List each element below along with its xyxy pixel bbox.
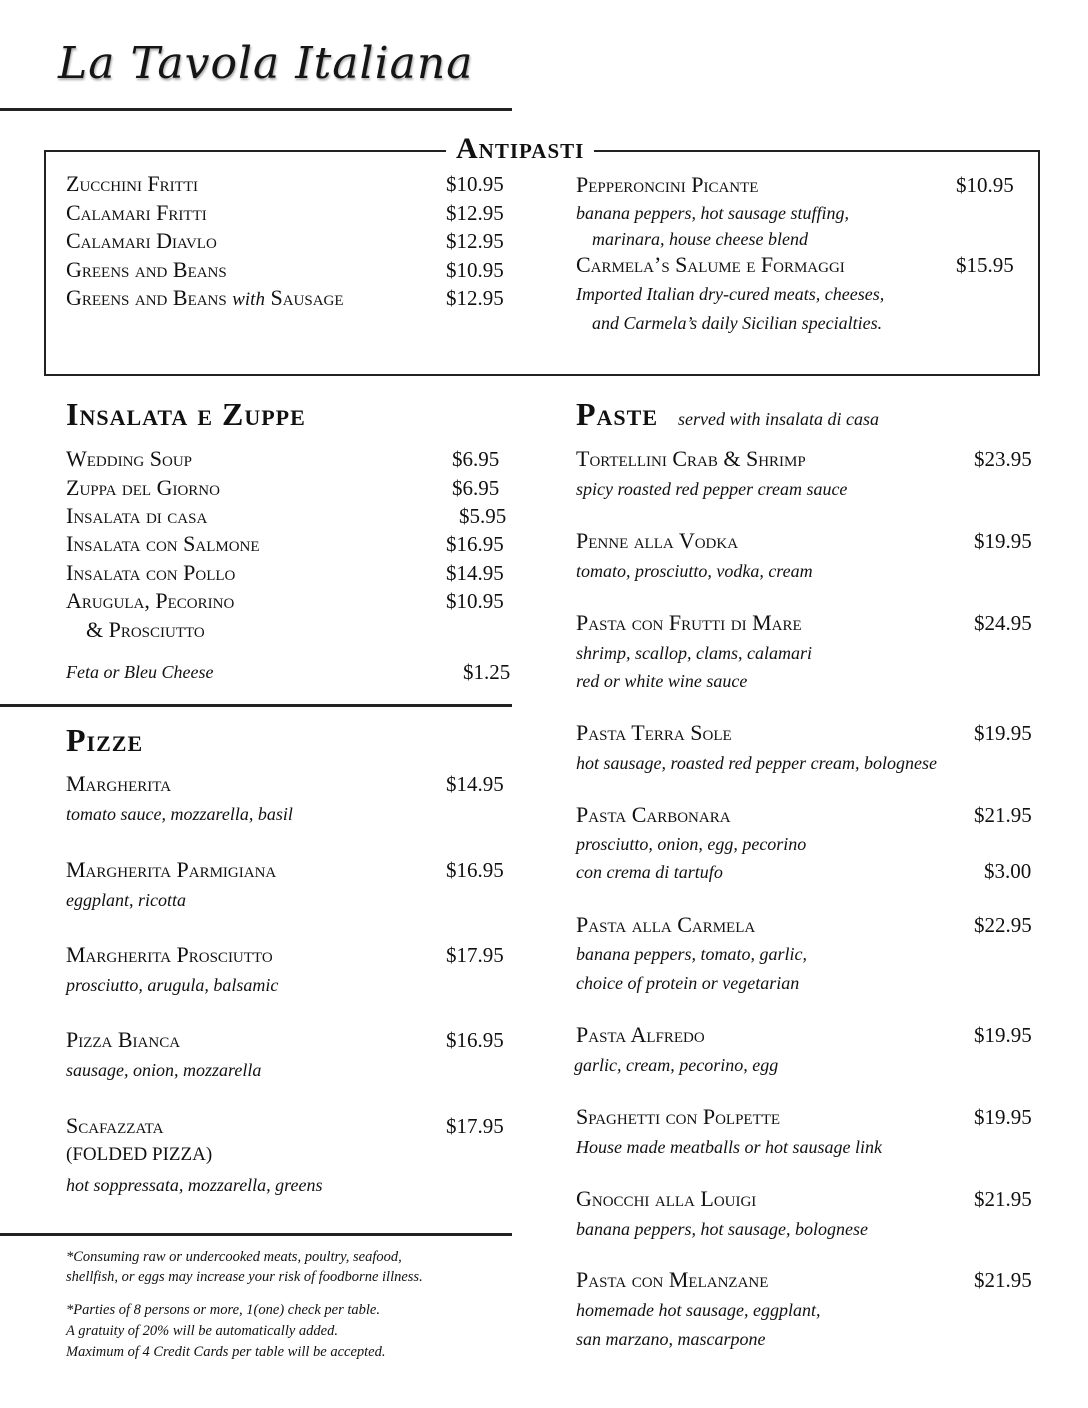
menu-item-description: garlic, cream, pecorino, egg bbox=[574, 1055, 779, 1075]
menu-item-price: $6.95 bbox=[452, 476, 500, 500]
menu-item-description: prosciutto, arugula, balsamic bbox=[66, 975, 279, 995]
menu-item-price: $10.95 bbox=[446, 258, 504, 282]
menu-item-name: Tortellini Crab & Shrimp bbox=[576, 446, 806, 471]
menu-item-description: choice of protein or vegetarian bbox=[576, 973, 800, 993]
menu-item-description: san marzano, mascarpone bbox=[576, 1329, 766, 1349]
menu-item-description: banana peppers, hot sausage, bolognese bbox=[576, 1219, 868, 1239]
menu-item-description: homemade hot sausage, eggplant, bbox=[576, 1300, 821, 1320]
menu-item-name: Scafazzata bbox=[66, 1113, 164, 1138]
menu-item-price: $19.95 bbox=[974, 721, 1032, 745]
menu-item-name: Insalata con Pollo bbox=[66, 560, 236, 585]
menu-item-price: $16.95 bbox=[446, 1028, 504, 1052]
section-title-paste bbox=[576, 396, 879, 433]
menu-item-name: Carmela’s Salume e Formaggi bbox=[576, 252, 845, 277]
menu-item-name-continued: (FOLDED PIZZA) bbox=[66, 1144, 213, 1165]
menu-item-price: $19.95 bbox=[974, 529, 1032, 553]
menu-item-description: banana peppers, tomato, garlic, bbox=[576, 944, 807, 964]
menu-item-name: Gnocchi alla Louigi bbox=[576, 1186, 757, 1211]
menu-item-description: shrimp, scallop, clams, calamari bbox=[576, 643, 812, 663]
menu-item-price: $10.95 bbox=[956, 173, 1014, 197]
section-title-pizze: Pizze bbox=[66, 722, 144, 758]
menu-item-name: Calamari Diavlo bbox=[66, 228, 217, 253]
section-title-text: Paste bbox=[576, 396, 659, 432]
menu-item-description: sausage, onion, mozzarella bbox=[66, 1060, 262, 1080]
menu-item-description: tomato sauce, mozzarella, basil bbox=[66, 804, 293, 824]
menu-item-description: House made meatballs or hot sausage link bbox=[576, 1137, 882, 1157]
menu-item-name: Insalata di casa bbox=[66, 503, 208, 528]
menu-item-addon: con crema di tartufo bbox=[576, 862, 723, 882]
menu-item-description: banana peppers, hot sausage stuffing, bbox=[576, 203, 849, 223]
menu-item-price: $19.95 bbox=[974, 1105, 1032, 1129]
menu-item-name: Calamari Fritti bbox=[66, 200, 207, 225]
menu-item-name: Zucchini Fritti bbox=[66, 171, 198, 196]
menu-item-name: Pasta Carbonara bbox=[576, 802, 731, 827]
note-line: *Consuming raw or undercooked meats, poultry, seafood, bbox=[66, 1249, 402, 1265]
note-line: shellfish, or eggs may increase your risk of foodborne illness. bbox=[66, 1269, 423, 1285]
menu-item-price: $21.95 bbox=[974, 1187, 1032, 1211]
menu-item-name-part: Sausage bbox=[270, 285, 344, 310]
section-subtitle: served with insalata di casa bbox=[678, 409, 880, 429]
menu-item-description: red or white wine sauce bbox=[576, 671, 748, 691]
menu-item-name: Greens and Beans bbox=[66, 257, 227, 282]
menu-item-description: hot soppressata, mozzarella, greens bbox=[66, 1175, 323, 1195]
menu-item-name-connector: with bbox=[232, 289, 265, 310]
footer-divider bbox=[0, 1233, 512, 1236]
menu-item-price: $12.95 bbox=[446, 229, 504, 253]
note-line: Maximum of 4 Credit Cards per table will be accepted. bbox=[66, 1344, 386, 1360]
menu-item-description: marinara, house cheese blend bbox=[592, 229, 808, 249]
menu-item-name: Pasta con Melanzane bbox=[576, 1267, 769, 1292]
menu-item-description: and Carmela’s daily Sicilian specialties. bbox=[592, 313, 883, 333]
note-line: *Parties of 8 persons or more, 1(one) check per table. bbox=[66, 1302, 380, 1318]
menu-item-name: Margherita Parmigiana bbox=[66, 857, 277, 882]
menu-item-description: spicy roasted red pepper cream sauce bbox=[576, 479, 848, 499]
restaurant-logo: La Tavola Italiana bbox=[58, 38, 474, 89]
menu-item-name-continued: & Prosciutto bbox=[86, 617, 205, 642]
header-divider bbox=[0, 108, 512, 111]
menu-item-addon-price: $3.00 bbox=[984, 859, 1032, 883]
menu-item-price: $6.95 bbox=[452, 447, 500, 471]
menu-item-price: $24.95 bbox=[974, 611, 1032, 635]
menu-item-price: $23.95 bbox=[974, 447, 1032, 471]
menu-item-price: $17.95 bbox=[446, 943, 504, 967]
menu-item-price: $21.95 bbox=[974, 1268, 1032, 1292]
menu-item-name: Margherita bbox=[66, 771, 172, 796]
menu-item-price: $12.95 bbox=[446, 286, 504, 310]
menu-item-price: $15.95 bbox=[956, 253, 1014, 277]
menu-item-price: $17.95 bbox=[446, 1114, 504, 1138]
menu-item-price: $19.95 bbox=[974, 1023, 1032, 1047]
menu-item-name bbox=[66, 284, 344, 314]
menu-item-name: Pepperoncini Picante bbox=[576, 172, 759, 197]
menu-item-name: Margherita Prosciutto bbox=[66, 942, 273, 967]
menu-item-name: Pizza Bianca bbox=[66, 1027, 181, 1052]
menu-item-name: Spaghetti con Polpette bbox=[576, 1104, 781, 1129]
section-title-antipasti: Antipasti bbox=[446, 132, 594, 166]
addon-price: $1.25 bbox=[463, 660, 511, 684]
menu-item-name: Arugula, Pecorino bbox=[66, 588, 235, 613]
note-line: A gratuity of 20% will be automatically added. bbox=[66, 1323, 338, 1339]
menu-item-description: tomato, prosciutto, vodka, cream bbox=[576, 561, 813, 581]
menu-item-price: $22.95 bbox=[974, 913, 1032, 937]
menu-item-price: $5.95 bbox=[459, 504, 507, 528]
menu-item-price: $14.95 bbox=[446, 561, 504, 585]
menu-item-name: Zuppa del Giorno bbox=[66, 475, 220, 500]
menu-item-name: Pasta Terra Sole bbox=[576, 720, 732, 745]
menu-item-description: Imported Italian dry-cured meats, cheeses, bbox=[576, 284, 885, 304]
menu-item-price: $10.95 bbox=[446, 172, 504, 196]
menu-item-price: $10.95 bbox=[446, 589, 504, 613]
menu-item-name-part: Greens and Beans bbox=[66, 285, 227, 310]
menu-item-price: $16.95 bbox=[446, 532, 504, 556]
section-divider bbox=[0, 704, 512, 707]
menu-item-price: $12.95 bbox=[446, 201, 504, 225]
menu-item-name: Pasta con Frutti di Mare bbox=[576, 610, 802, 635]
addon-name: Feta or Bleu Cheese bbox=[66, 662, 214, 682]
menu-item-name: Pasta alla Carmela bbox=[576, 912, 756, 937]
menu-item-name: Wedding Soup bbox=[66, 446, 192, 471]
menu-item-name: Penne alla Vodka bbox=[576, 528, 739, 553]
menu-item-description: hot sausage, roasted red pepper cream, bolognese bbox=[576, 753, 937, 773]
menu-item-description: eggplant, ricotta bbox=[66, 890, 186, 910]
menu-item-description: prosciutto, onion, egg, pecorino bbox=[576, 834, 807, 854]
menu-item-price: $14.95 bbox=[446, 772, 504, 796]
menu-item-price: $21.95 bbox=[974, 803, 1032, 827]
menu-item-price: $16.95 bbox=[446, 858, 504, 882]
menu-item-name: Insalata con Salmone bbox=[66, 531, 260, 556]
section-title-insalata: Insalata e Zuppe bbox=[66, 396, 306, 432]
menu-item-name: Pasta Alfredo bbox=[576, 1022, 705, 1047]
